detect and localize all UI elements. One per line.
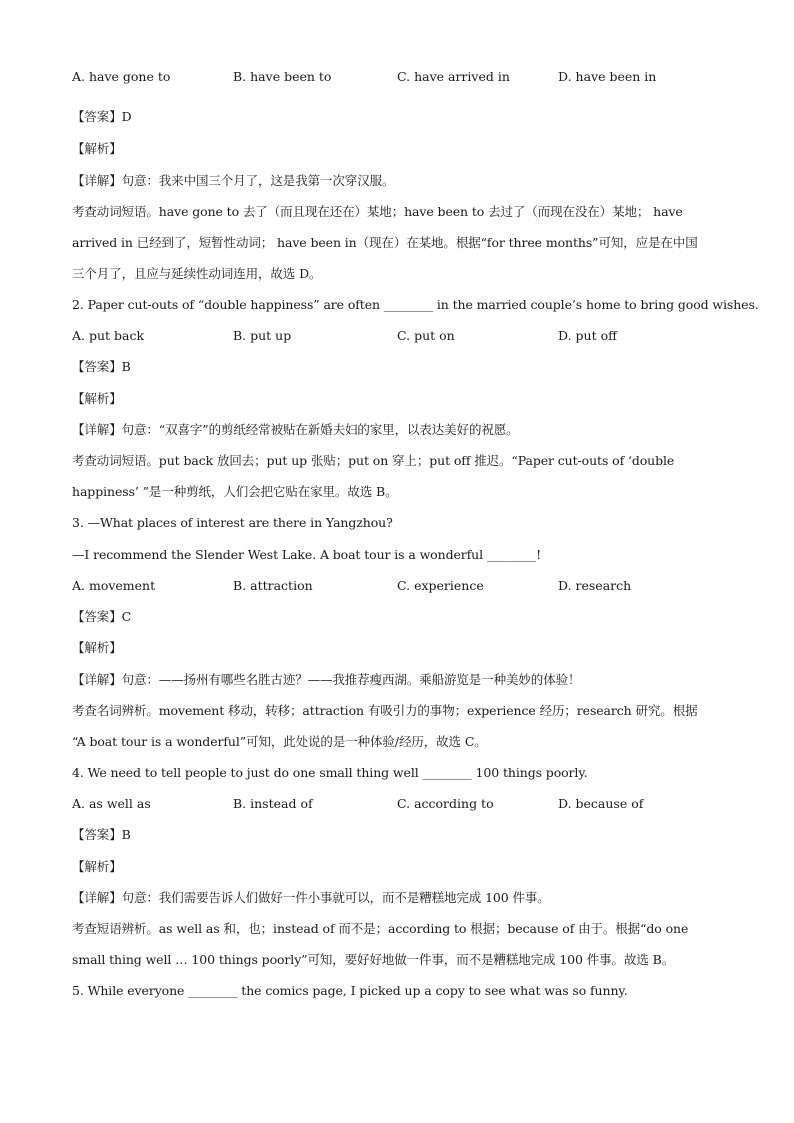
q4-options bbox=[72, 795, 732, 813]
q1-option-d: D. have been in bbox=[558, 69, 657, 84]
q3-option-d: D. research bbox=[558, 578, 632, 593]
q2-options bbox=[72, 327, 732, 345]
q3-explanation-line-2: “A boat tour is a wonderful”可知，此处说的是一种体验/经历，故选 C。 bbox=[72, 734, 487, 749]
q3-option-c: C. experience bbox=[397, 578, 484, 593]
q3-stem-line-2: —I recommend the Slender West Lake. A boat tour is a wonderful ________! bbox=[72, 547, 542, 562]
q2-detail: 【详解】句意：“双喜字”的剪纸经常被贴在新婚夫妇的家里，以表达美好的祝愿。 bbox=[72, 422, 519, 437]
q4-option-d: D. because of bbox=[558, 796, 644, 811]
q3-option-a: A. movement bbox=[72, 578, 156, 593]
q4-explanation-line-2: small thing well … 100 things poorly”可知，要好好地做一件事，而不是糟糕地完成 100 件事。故选 B。 bbox=[72, 952, 675, 967]
q3-analysis-heading: 【解析】 bbox=[72, 640, 122, 655]
q3-explanation-line-1: 考查名词辨析。movement 移动，转移；attraction 有吸引力的事物；experience 经历；research 研究。根据 bbox=[72, 703, 698, 718]
q4-explanation-line-1: 考查短语辨析。as well as 和，也；instead of 而不是；according to 根据；because of 由于。根据“do one bbox=[72, 921, 689, 936]
q2-stem: 2. Paper cut-outs of “double happiness” are often ________ in the married couple’s home to bring good wishes. bbox=[72, 297, 759, 312]
q1-options bbox=[72, 68, 732, 86]
q1-explanation-line-2: arrived in 已经到了，短暂性动词； have been in（现在）在某地。根据“for three months”可知，应是在中国 bbox=[72, 235, 698, 250]
q2-explanation-line-2: happiness’ ”是一种剪纸，人们会把它贴在家里。故选 B。 bbox=[72, 484, 398, 499]
q2-option-d: D. put off bbox=[558, 328, 617, 343]
q3-option-b: B. attraction bbox=[233, 578, 313, 593]
q3-answer: 【答案】C bbox=[72, 609, 132, 624]
q2-option-a: A. put back bbox=[72, 328, 145, 343]
q4-option-b: B. instead of bbox=[233, 796, 313, 811]
q5-stem: 5. While everyone ________ the comics page, I picked up a copy to see what was so funny. bbox=[72, 983, 628, 998]
q3-detail: 【详解】句意：——扬州有哪些名胜古迹？——我推荐瘦西湖。乘船游览是一种美妙的体验！ bbox=[72, 672, 581, 687]
q4-detail: 【详解】句意：我们需要告诉人们做好一件小事就可以，而不是糟糕地完成 100 件事。 bbox=[72, 890, 550, 905]
q4-option-c: C. according to bbox=[397, 796, 494, 811]
q1-answer: 【答案】D bbox=[72, 109, 132, 124]
q1-option-a: A. have gone to bbox=[72, 69, 171, 84]
q2-explanation-line-1: 考查动词短语。put back 放回去；put up 张贴；put on 穿上；put off 推迟。“Paper cut-outs of ‘double bbox=[72, 453, 675, 468]
q3-stem-line-1: 3. —What places of interest are there in Yangzhou? bbox=[72, 515, 393, 530]
q1-option-c: C. have arrived in bbox=[397, 69, 510, 84]
q1-explanation-line-1: 考查动词短语。have gone to 去了（而且现在还在）某地；have been to 去过了（而现在没在）某地； have bbox=[72, 204, 683, 219]
q4-option-a: A. as well as bbox=[72, 796, 151, 811]
q1-analysis-heading: 【解析】 bbox=[72, 141, 122, 156]
q3-options bbox=[72, 577, 732, 595]
q4-stem: 4. We need to tell people to just do one small thing well ________ 100 things poorly. bbox=[72, 765, 588, 780]
q1-explanation-line-3: 三个月了，且应与延续性动词连用，故选 D。 bbox=[72, 266, 322, 281]
q2-option-c: C. put on bbox=[397, 328, 455, 343]
q1-detail: 【详解】句意：我来中国三个月了，这是我第一次穿汉服。 bbox=[72, 173, 395, 188]
q1-option-b: B. have been to bbox=[233, 69, 332, 84]
q2-option-b: B. put up bbox=[233, 328, 292, 343]
q2-answer: 【答案】B bbox=[72, 359, 131, 374]
q4-analysis-heading: 【解析】 bbox=[72, 859, 122, 874]
q4-answer: 【答案】B bbox=[72, 827, 131, 842]
q2-analysis-heading: 【解析】 bbox=[72, 391, 122, 406]
